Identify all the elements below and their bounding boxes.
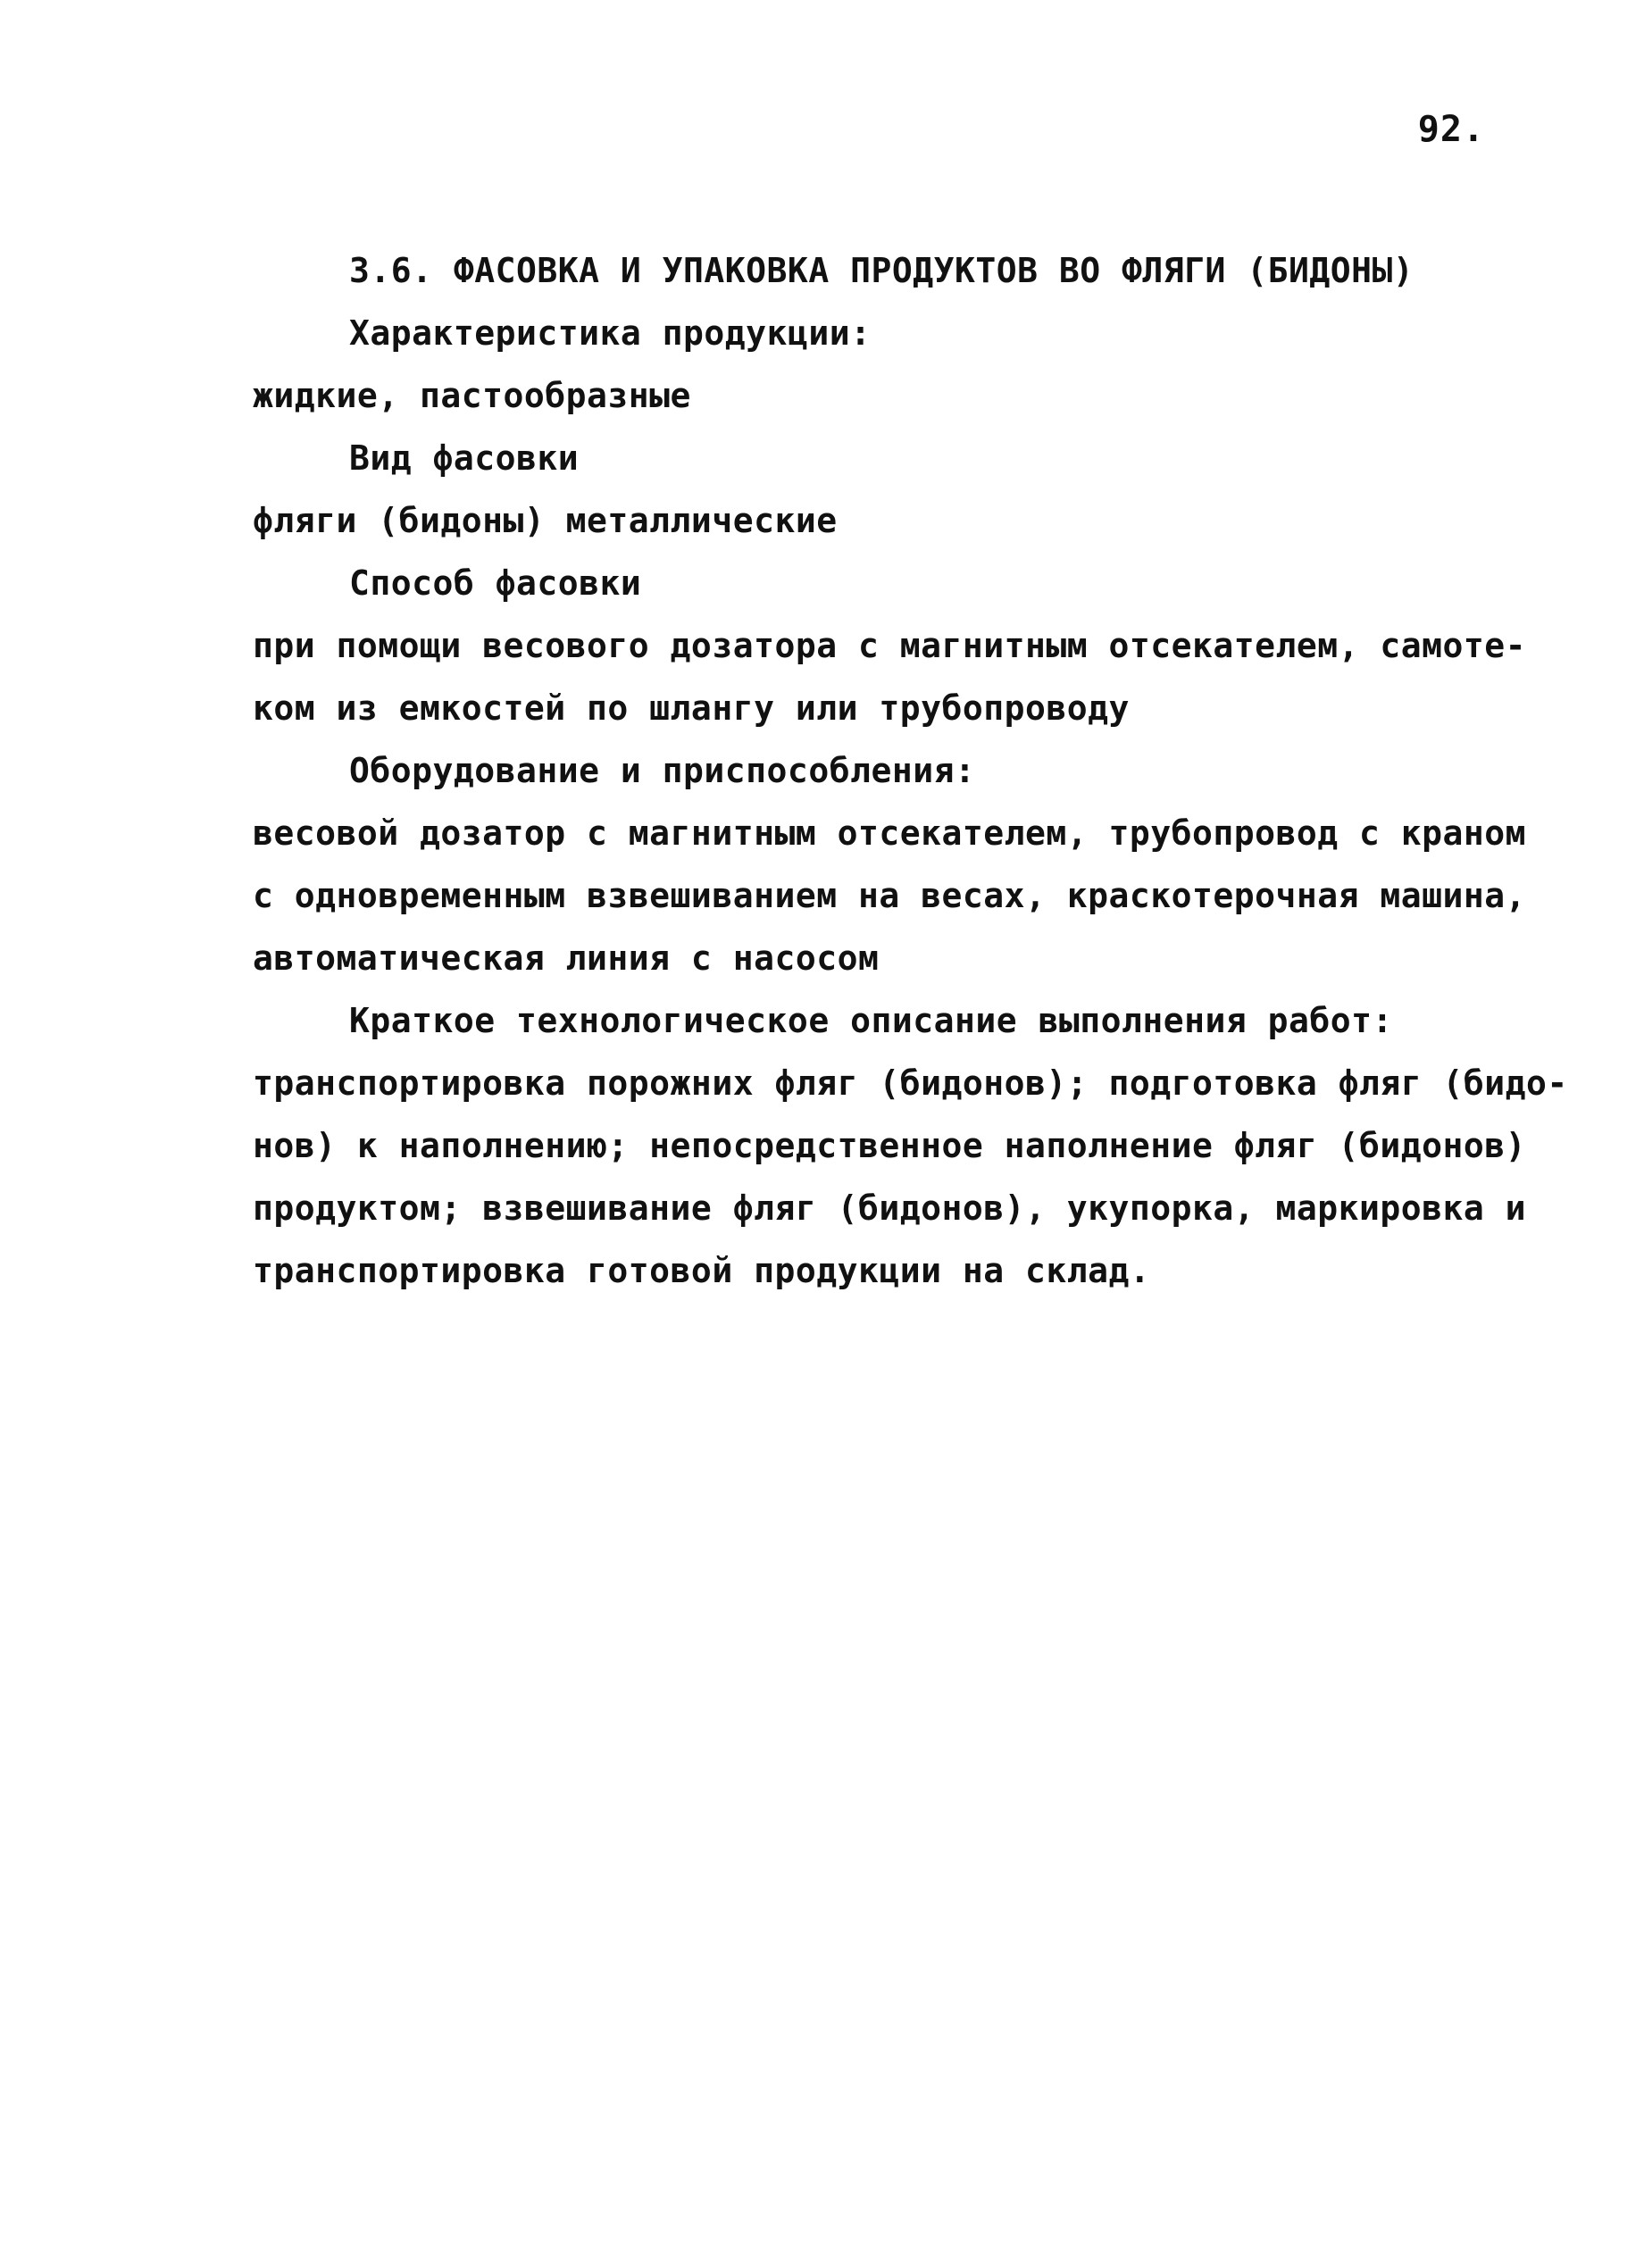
packing-method-label: Способ фасовки bbox=[349, 563, 642, 603]
description-line: транспортировка порожних фляг (бидонов); подготовка фляг (бидо- bbox=[253, 1063, 1568, 1103]
equipment-label: Оборудование и приспособления: bbox=[349, 751, 976, 790]
packing-method-line: при помощи весового дозатора с магнитным отсекателем, самоте- bbox=[253, 626, 1527, 665]
equipment-line: весовой дозатор с магнитным отсекателем, трубопровод с краном bbox=[253, 813, 1527, 853]
equipment-line: автоматическая линия с насосом bbox=[253, 938, 880, 978]
description-line: нов) к наполнению; непосредственное наполнение фляг (бидонов) bbox=[253, 1126, 1527, 1165]
section-heading: 3.6. ФАСОВКА И УПАКОВКА ПРОДУКТОВ ВО ФЛЯГИ (БИДОНЫ) bbox=[349, 251, 1415, 290]
description-line: продуктом; взвешивание фляг (бидонов), укупорка, маркировка и bbox=[253, 1188, 1527, 1228]
document-body bbox=[253, 239, 1568, 1302]
description-line: транспортировка готовой продукции на склад. bbox=[253, 1251, 1151, 1290]
characteristics-label: Характеристика продукции: bbox=[349, 313, 872, 353]
packing-type-value: фляги (бидоны) металлические bbox=[253, 501, 838, 540]
characteristics-value: жидкие, пастообразные bbox=[253, 376, 691, 415]
equipment-line: с одновременным взвешиванием на весах, краскотерочная машина, bbox=[253, 876, 1527, 915]
description-label: Краткое технологическое описание выполнения работ: bbox=[349, 1001, 1393, 1040]
packing-method-line: ком из емкостей по шлангу или трубопроводу bbox=[253, 688, 1130, 728]
page-number: 92. bbox=[1417, 109, 1485, 150]
packing-type-label: Вид фасовки bbox=[349, 438, 580, 478]
